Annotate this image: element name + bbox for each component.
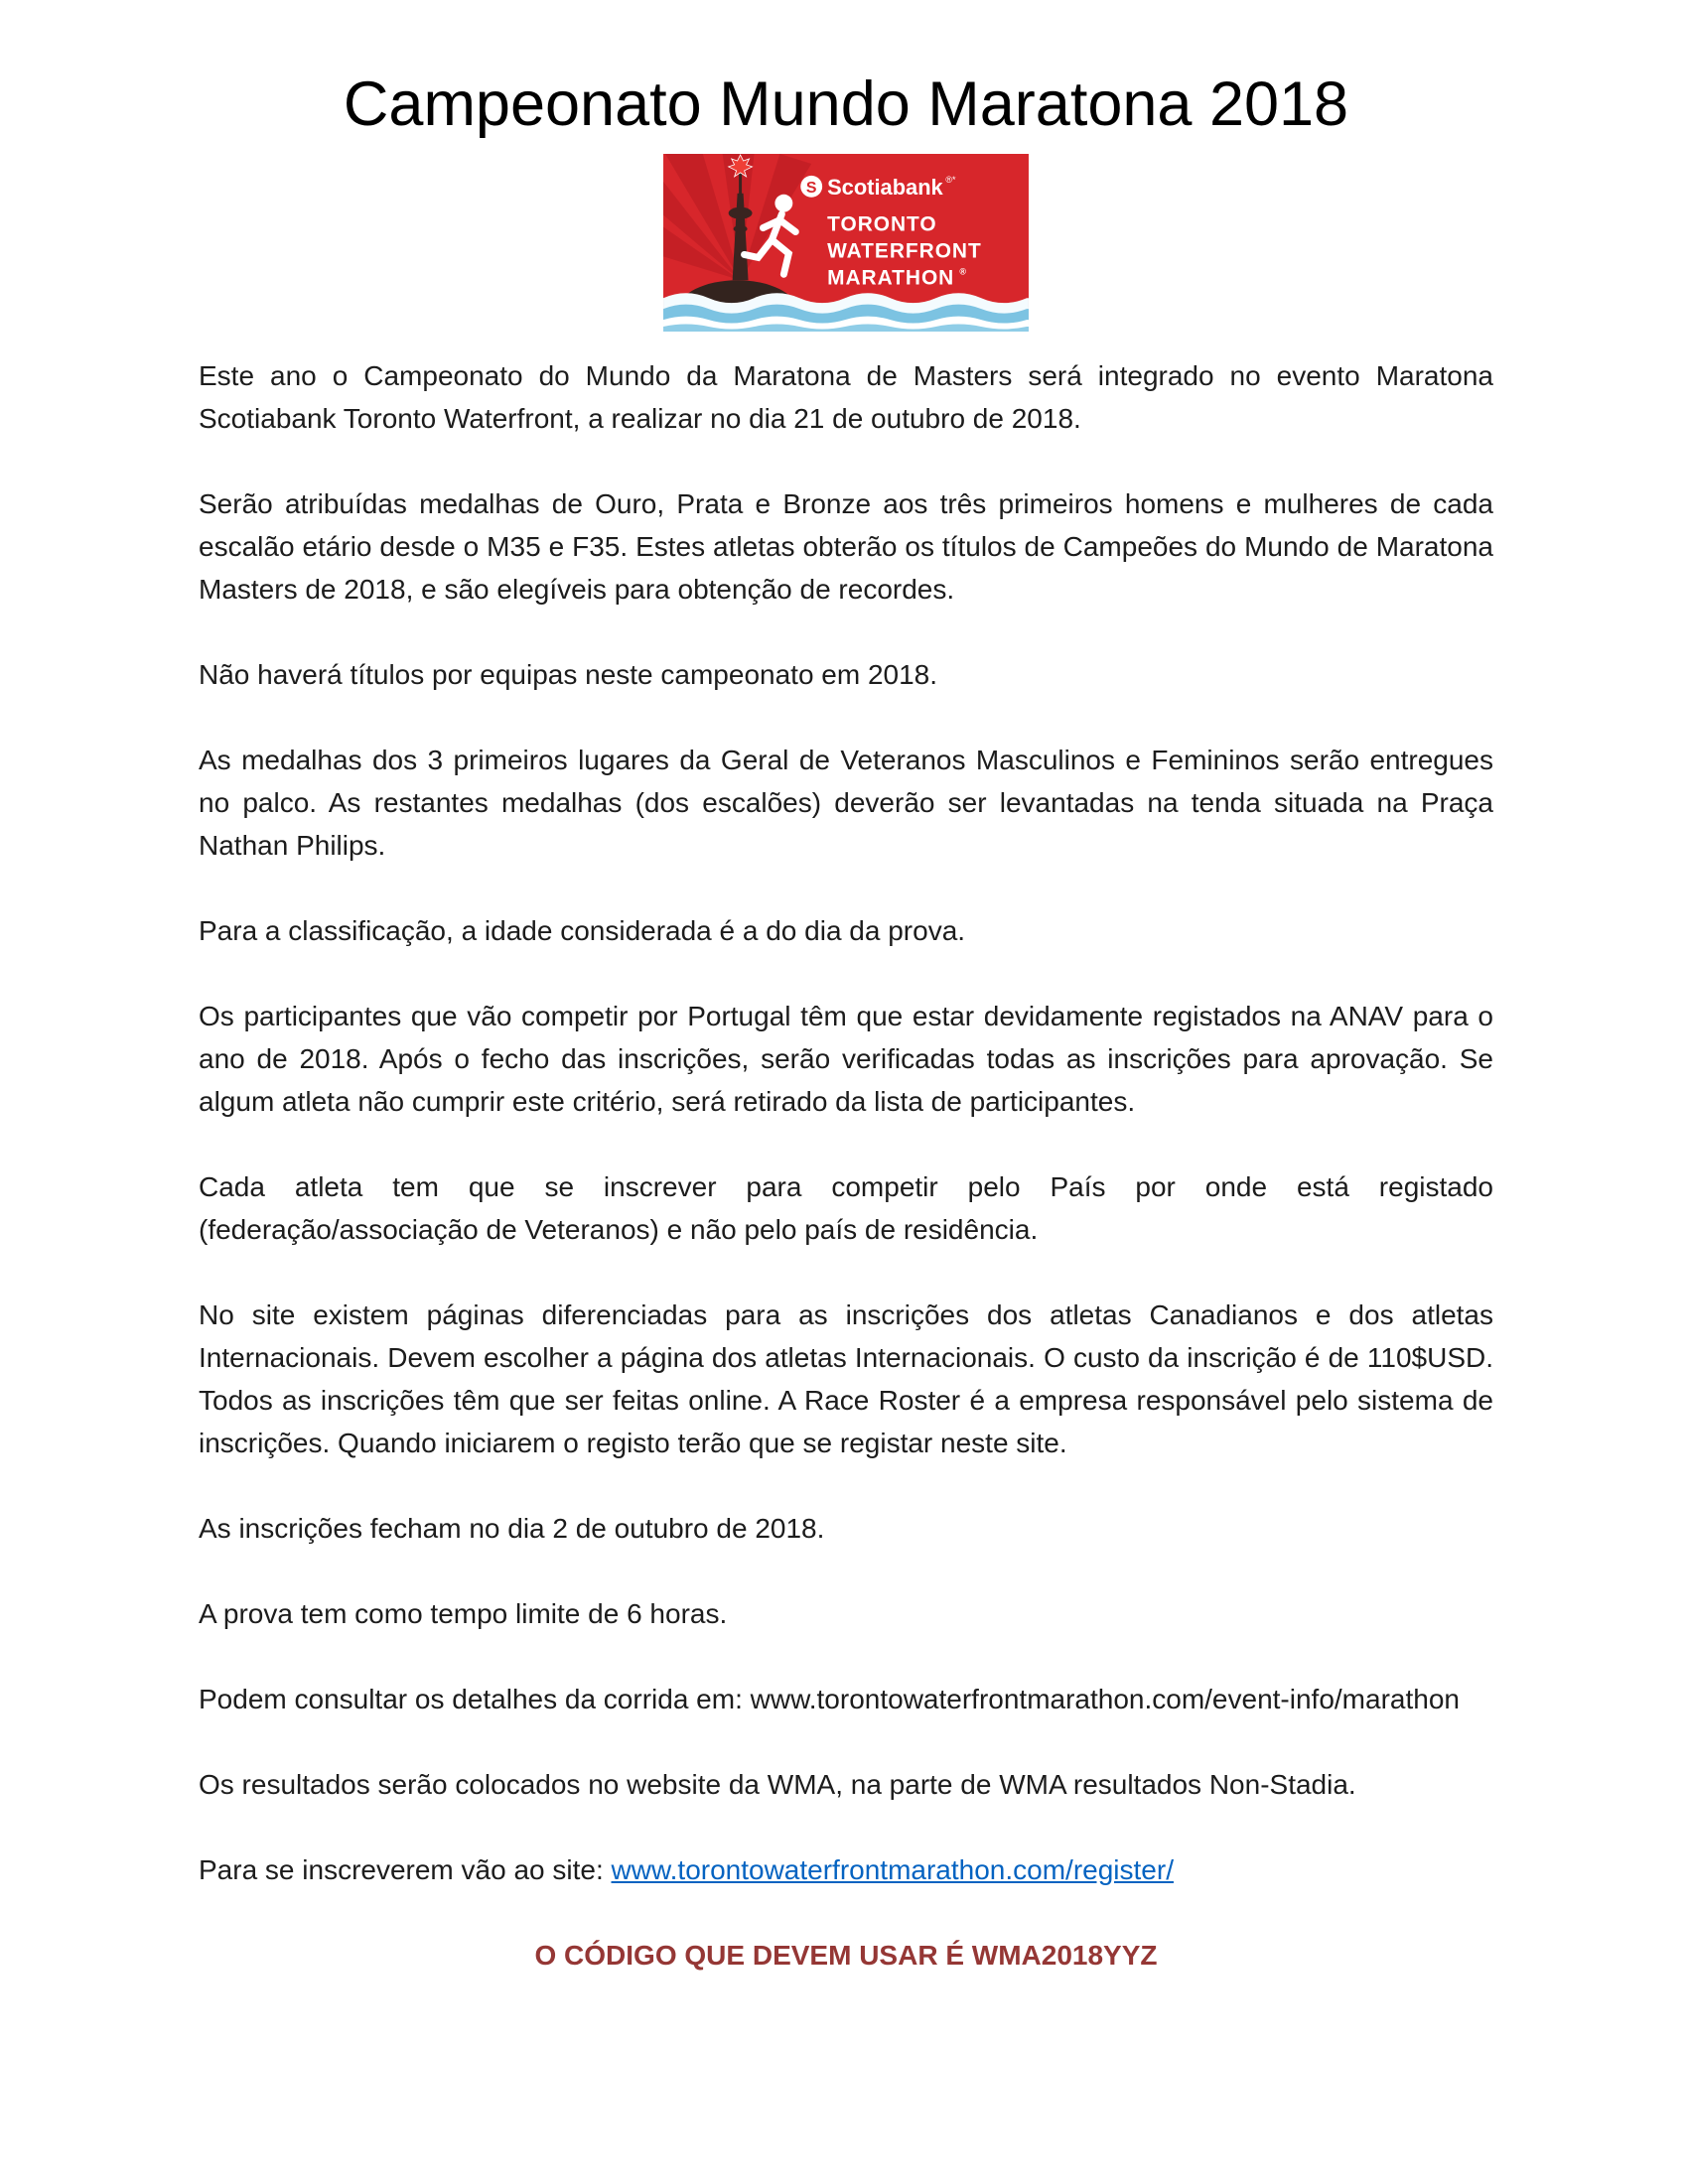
scotiabank-toronto-waterfront-marathon-logo <box>663 154 1029 332</box>
body-paragraph: Os resultados serão colocados no website da WMA, na parte de WMA resultados Non-Stadia. <box>199 1768 1356 1800</box>
body-paragraph: As inscrições fecham no dia 2 de outubro de 2018. <box>199 1512 825 1544</box>
scotiabank-registered-mark: ®* <box>945 174 956 185</box>
event-logo-container <box>199 154 1493 337</box>
body-paragraph: Este ano o Campeonato do Mundo da Maratona de Masters será integrado no evento Maratona Scotiabank Toronto Waterfront, a realizar no dia 21 de outubro de 2018. <box>199 359 1493 434</box>
register-line <box>199 1848 1493 1891</box>
scotiabank-brand-text: Scotiabank <box>827 174 943 200</box>
scotiabank-s-letter: S <box>805 179 817 197</box>
document-body <box>199 354 1493 1977</box>
logo-line-waterfront: WATERFRONT <box>827 238 982 262</box>
body-paragraph: Não haverá títulos por equipas neste campeonato em 2018. <box>199 658 938 690</box>
body-paragraph: As medalhas dos 3 primeiros lugares da Geral de Veteranos Masculinos e Femininos serão entregues no palco. As restantes medalhas (dos escalões) deverão ser levantadas na tenda situada na Praça Nathan Philips. <box>199 744 1493 861</box>
body-paragraph: Serão atribuídas medalhas de Ouro, Prata e Bronze aos três primeiros homens e mulheres de cada escalão etário desde o M35 e F35. Estes atletas obterão os títulos de Campeões do Mundo de Maratona Masters de 2018, e são elegíveis para obtenção de recordes. <box>199 487 1493 605</box>
body-paragraph: A prova tem como tempo limite de 6 horas. <box>199 1597 728 1629</box>
marathon-registered-mark: ® <box>959 265 966 276</box>
body-paragraph: Cada atleta tem que se inscrever para competir pelo País por onde está registado (federação/associação de Veteranos) e não pelo país de residência. <box>199 1170 1493 1245</box>
page-title: Campeonato Mundo Maratona 2018 <box>343 69 1349 139</box>
body-paragraph: Podem consultar os detalhes da corrida em: www.torontowaterfrontmarathon.com/event-info/marathon <box>199 1683 1460 1714</box>
registration-code: O CÓDIGO QUE DEVEM USAR É WMA2018YYZ <box>534 1939 1158 1971</box>
body-paragraph: Os participantes que vão competir por Portugal têm que estar devidamente registados na ANAV para o ano de 2018. Após o fecho das inscrições, serão verificadas todas as inscrições para aprovação. Se algum atleta não cumprir este critério, será retirado da lista de participantes. <box>199 1000 1493 1117</box>
logo-line-toronto: TORONTO <box>827 212 937 236</box>
body-paragraph: Para a classificação, a idade considerada é a do dia da prova. <box>199 914 966 946</box>
register-line-prefix: Para se inscreverem vão ao site: <box>199 1853 612 1885</box>
logo-line-marathon: MARATHON <box>827 265 955 289</box>
register-link[interactable]: www.torontowaterfrontmarathon.com/register/ <box>611 1853 1174 1885</box>
body-paragraph: No site existem páginas diferenciadas para as inscrições dos atletas Canadianos e dos atletas Internacionais. Devem escolher a página dos atletas Internacionais. O custo da inscrição é de 110$USD. Todos as inscrições têm que ser feitas online. A Race Roster é a empresa responsável pelo sistema de inscrições. Quando iniciarem o registo terão que se registar neste site. <box>199 1298 1493 1458</box>
